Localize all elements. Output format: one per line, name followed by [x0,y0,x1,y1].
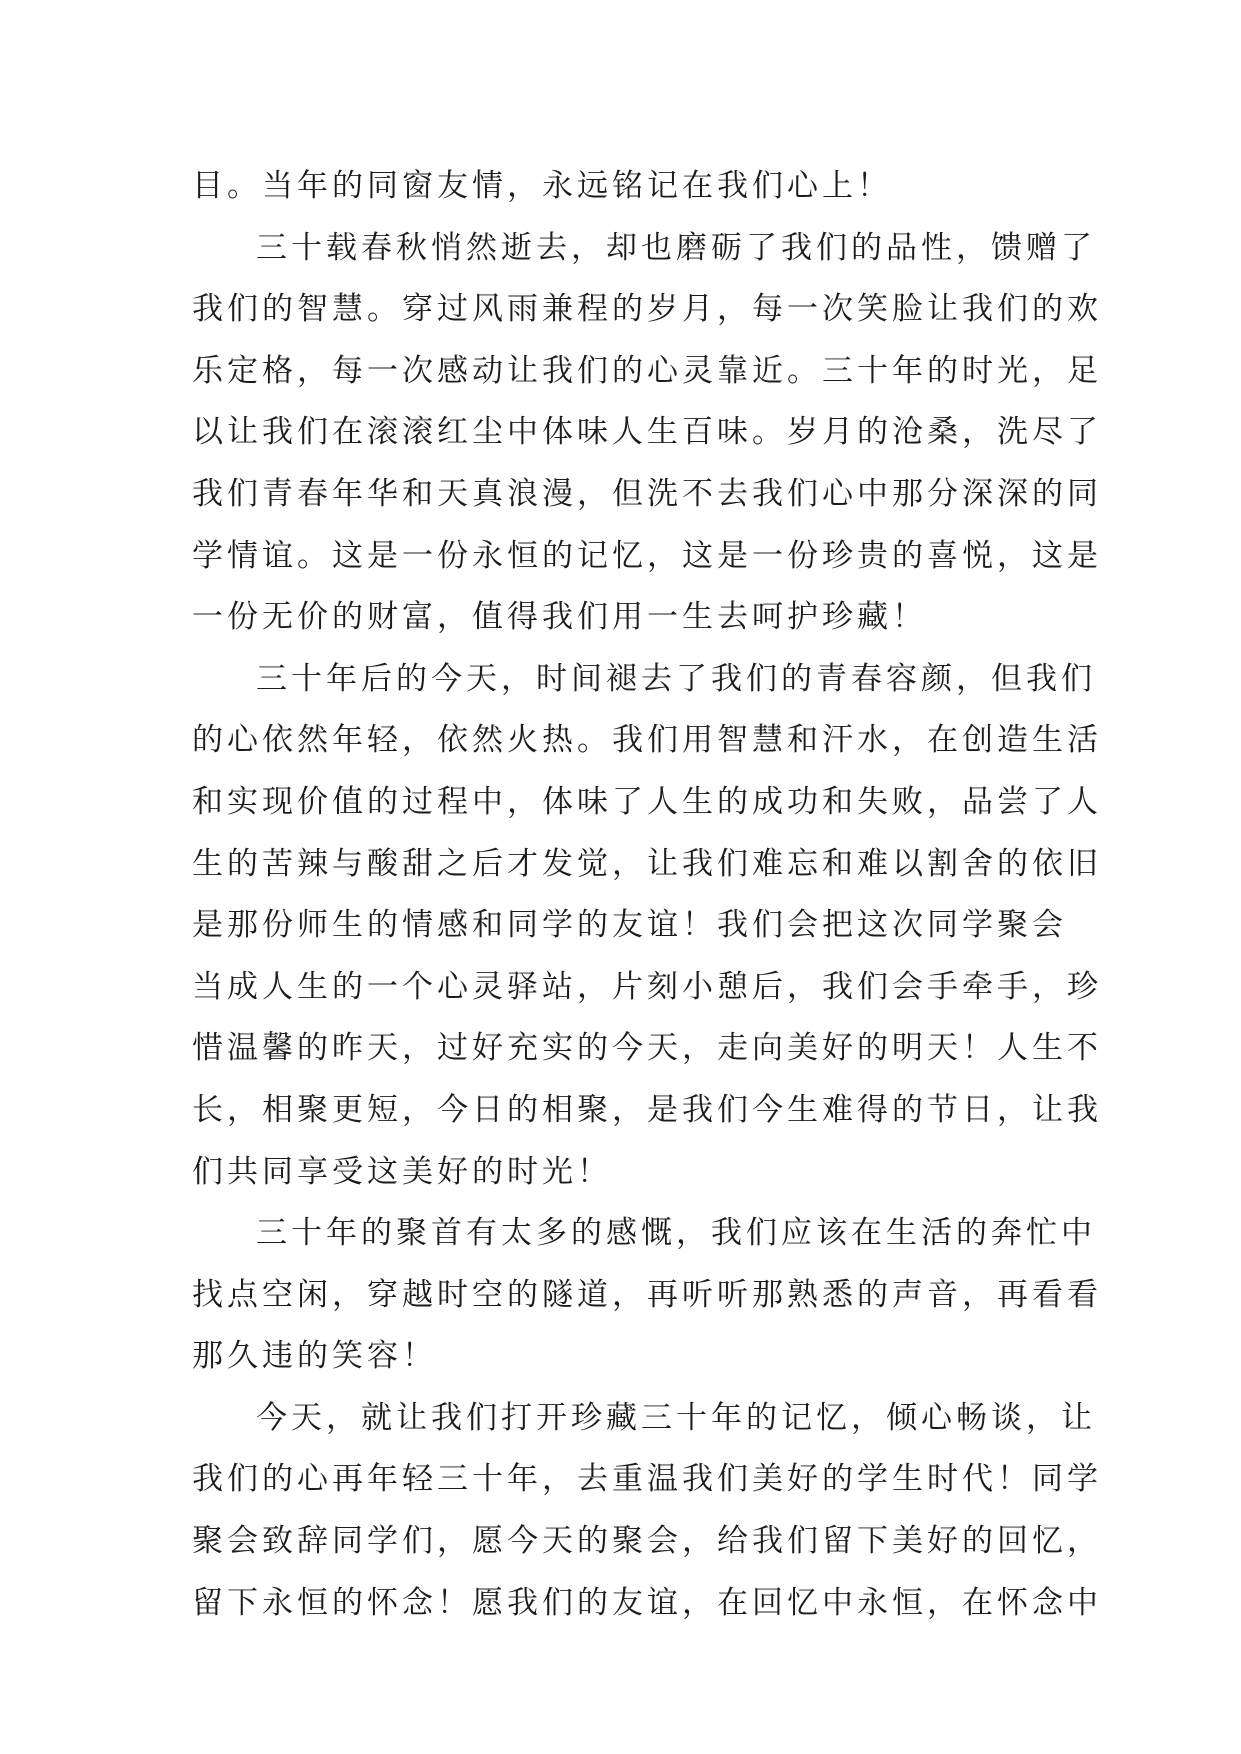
text-line: 的心依然年轻，依然火热。我们用智慧和汗水，在创造生活 [192,722,1102,759]
text-line: 留下永恒的怀念！愿我们的友谊，在回忆中永恒，在怀念中 [192,1584,1102,1621]
text-line: 一份无价的财富，值得我们用一生去呵护珍藏！ [192,599,927,636]
text-line: 我们的心再年轻三十年，去重温我们美好的学生时代！同学 [192,1461,1102,1498]
text-line: 目。当年的同窗友情，永远铭记在我们心上！ [192,168,892,204]
body-text [192,156,1102,1634]
text-line: 长，相聚更短，今日的相聚，是我们今生难得的节日，让我 [192,1091,1102,1128]
text-line: 聚会致辞同学们，愿今天的聚会，给我们留下美好的回忆， [192,1523,1102,1560]
text-line: 当成人生的一个心灵驿站，片刻小憩后，我们会手牵手，珍 [192,968,1102,1005]
text-line: 乐定格，每一次感动让我们的心灵靠近。三十年的时光，足 [192,352,1102,389]
text-line: 三十年的聚首有太多的感慨，我们应该在生活的奔忙中 [256,1215,1096,1252]
text-line: 们共同享受这美好的时光！ [192,1153,612,1190]
text-line: 我们的智慧。穿过风雨兼程的岁月，每一次笑脸让我们的欢 [192,291,1102,328]
text-line: 那久违的笑容！ [192,1338,437,1375]
text-line: 三十载春秋悄然逝去，却也磨砺了我们的品性，馈赠了 [256,229,1096,266]
text-line: 惜温馨的昨天，过好充实的今天，走向美好的明天！人生不 [192,1030,1102,1067]
text-line: 以让我们在滚滚红尘中体味人生百味。岁月的沧桑，洗尽了 [192,414,1102,451]
text-line: 和实现价值的过程中，体味了人生的成功和失败，品尝了人 [192,783,1102,820]
text-line: 三十年后的今天，时间褪去了我们的青春容颜，但我们 [256,660,1096,697]
text-line: 今天，就让我们打开珍藏三十年的记忆，倾心畅谈，让 [256,1399,1096,1436]
text-line: 生的苦辣与酸甜之后才发觉，让我们难忘和难以割舍的依旧 [192,845,1102,882]
text-line: 我们青春年华和天真浪漫，但洗不去我们心中那分深深的同 [192,475,1102,512]
text-line: 找点空闲，穿越时空的隧道，再听听那熟悉的声音，再看看 [192,1276,1102,1313]
text-line: 是那份师生的情感和同学的友谊！我们会把这次同学聚会 [192,907,1067,944]
text-line: 学情谊。这是一份永恒的记忆，这是一份珍贵的喜悦，这是 [192,537,1102,574]
